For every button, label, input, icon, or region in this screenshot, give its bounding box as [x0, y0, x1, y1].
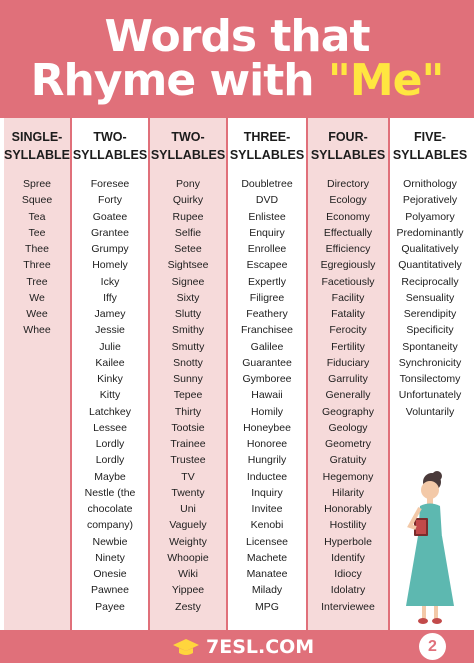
- word-item: Lordly: [95, 454, 125, 467]
- word-item: Pony: [176, 178, 200, 190]
- word-item: Spontaneity: [402, 340, 458, 353]
- word-item: Twenty: [171, 486, 205, 499]
- word-item: Gratuity: [329, 454, 367, 467]
- word-item: Ninety: [95, 551, 125, 564]
- word-item: Honoree: [246, 438, 288, 450]
- word-item: Hungrily: [247, 454, 287, 467]
- footer-bar: [0, 630, 474, 663]
- column-header-line-2: SYLLABLES: [150, 148, 226, 162]
- word-item: Manatee: [246, 568, 288, 580]
- title-line-2: [0, 56, 474, 106]
- word-item: Jessie: [95, 324, 125, 337]
- word-item: Ornithology: [403, 178, 457, 190]
- word-item: Ecology: [329, 194, 367, 207]
- word-item: Egregiously: [320, 259, 376, 272]
- word-item: Inquiry: [251, 486, 283, 499]
- word-item: Escapee: [246, 259, 288, 272]
- word-item: Homely: [92, 259, 128, 272]
- word-item: Qualitatively: [401, 243, 459, 255]
- column-header-line-1: TWO-: [171, 130, 205, 144]
- word-item: Wiki: [178, 568, 198, 580]
- word-item: Generally: [325, 389, 371, 402]
- word-item: Tootsie: [171, 421, 205, 434]
- word-item: Lordly: [95, 438, 125, 450]
- word-item: Snotty: [173, 356, 203, 369]
- word-item: Jamey: [94, 308, 126, 320]
- column-header-line-1: SINGLE-: [11, 130, 63, 144]
- word-item: Sightsee: [167, 259, 209, 272]
- word-item: Weighty: [169, 535, 207, 548]
- column-header-line-1: FOUR-: [328, 130, 368, 144]
- word-item: Squee: [21, 194, 53, 207]
- word-item: Polyamory: [405, 210, 455, 223]
- word-item: Expertly: [248, 275, 286, 288]
- column-two-syllables-b: [150, 118, 226, 630]
- word-list: [390, 176, 470, 420]
- column-header-line-2: SYLLABLES: [310, 148, 386, 162]
- word-item: Wee: [26, 308, 48, 320]
- word-item: Predominantly: [396, 226, 464, 239]
- title-line-1: Words that: [104, 11, 370, 62]
- column-header: [228, 128, 306, 164]
- column-divider: [306, 118, 308, 630]
- word-item: Idiocy: [334, 568, 362, 580]
- word-item: Hostility: [329, 519, 367, 532]
- word-item: Fiduciary: [326, 356, 370, 369]
- word-item: Zesty: [175, 600, 201, 613]
- word-item: Maybe: [94, 470, 126, 483]
- column-header: [4, 128, 70, 164]
- title-highlight-word: "Me": [327, 55, 444, 106]
- word-item: Kailee: [95, 356, 125, 369]
- word-item: Geology: [328, 421, 368, 434]
- word-item: Interviewee: [321, 600, 375, 613]
- word-item: Effectually: [323, 226, 373, 239]
- word-item: Hawaii: [251, 389, 283, 402]
- word-item: Machete: [246, 551, 288, 564]
- word-list: [228, 176, 306, 615]
- site-logo[interactable]: [172, 634, 314, 660]
- word-item: Forty: [98, 194, 122, 207]
- word-item: chocolate: [87, 503, 133, 515]
- word-item: Sunny: [173, 373, 203, 385]
- word-item: Licensee: [245, 535, 289, 548]
- word-item: Sixty: [176, 291, 200, 304]
- word-item: Latchkey: [88, 405, 132, 418]
- word-item: Fertility: [331, 340, 365, 353]
- column-divider: [148, 118, 150, 630]
- word-item: Smithy: [171, 324, 205, 337]
- word-item: Enrollee: [247, 243, 287, 255]
- word-item: Hegemony: [322, 470, 374, 483]
- column-header-line-2: SYLLABLES: [72, 148, 148, 162]
- word-item: TV: [181, 470, 195, 483]
- word-item: company): [86, 519, 134, 532]
- word-item: Filigree: [249, 291, 285, 304]
- column-header: [390, 128, 470, 164]
- column-four-syllables: [308, 118, 388, 630]
- title-line-2-prefix: Rhyme with: [30, 55, 314, 106]
- word-item: Inductee: [246, 470, 288, 483]
- word-item: Julie: [99, 340, 121, 353]
- column-divider: [226, 118, 228, 630]
- word-item: Unfortunately: [398, 389, 462, 402]
- word-item: Thee: [25, 243, 49, 255]
- column-header-line-2: SYLLABLES: [229, 148, 305, 162]
- word-item: Lessee: [93, 421, 127, 434]
- word-item: Hilarity: [331, 486, 365, 499]
- column-header-line-2: SYLLABLES: [392, 148, 468, 162]
- word-item: Efficiency: [325, 243, 371, 255]
- word-item: Setee: [174, 243, 202, 255]
- column-divider: [388, 118, 390, 630]
- word-item: Doubletree: [241, 178, 293, 190]
- word-item: Homily: [250, 405, 284, 418]
- word-item: Galilee: [250, 340, 284, 353]
- word-item: Serendipity: [403, 308, 457, 320]
- word-item: Whee: [23, 324, 51, 337]
- word-item: Tree: [26, 275, 48, 288]
- word-item: Fatality: [331, 308, 365, 320]
- word-item: Kitty: [99, 389, 121, 402]
- word-item: Pawnee: [91, 584, 129, 597]
- word-item: MPG: [255, 600, 279, 613]
- word-item: Tea: [28, 210, 46, 223]
- word-item: Thirty: [174, 405, 202, 418]
- word-item: Quantitatively: [398, 259, 462, 272]
- word-item: Feathery: [246, 308, 288, 320]
- word-item: Grantee: [91, 226, 129, 239]
- word-item: Sensuality: [405, 291, 455, 304]
- word-list: [150, 176, 226, 615]
- word-item: Hyperbole: [324, 535, 372, 548]
- word-item: Whoopie: [167, 551, 209, 564]
- word-item: Economy: [326, 210, 370, 223]
- word-item: Vaguely: [169, 519, 207, 532]
- word-item: Guarantee: [242, 356, 292, 369]
- word-item: Idolatry: [330, 584, 366, 597]
- word-item: Quirky: [172, 194, 204, 207]
- word-item: Tee: [28, 226, 46, 239]
- word-item: Iffy: [103, 291, 117, 304]
- word-item: Facility: [331, 291, 365, 304]
- word-item: Nestle (the: [84, 486, 136, 499]
- word-item: Tepee: [173, 389, 203, 402]
- column-single-syllable: [4, 118, 70, 630]
- page-number-badge: 2: [419, 633, 446, 660]
- word-item: Rupee: [172, 210, 204, 223]
- word-item: DVD: [255, 194, 279, 207]
- word-item: Ferocity: [329, 324, 367, 337]
- column-two-syllables-a: [72, 118, 148, 630]
- word-item: Foresee: [90, 178, 130, 190]
- word-item: We: [29, 291, 45, 304]
- word-item: Newbie: [92, 535, 128, 548]
- word-item: Enlistee: [248, 210, 286, 223]
- column-header-line-1: TWO-: [93, 130, 127, 144]
- word-item: Kenobi: [250, 519, 284, 532]
- word-item: Kinky: [97, 373, 123, 385]
- word-item: Gymboree: [242, 373, 292, 385]
- word-item: Honorably: [324, 503, 372, 515]
- word-item: Identify: [331, 551, 365, 564]
- word-item: Onesie: [93, 568, 127, 580]
- word-item: Honeybee: [243, 421, 291, 434]
- column-header: [72, 128, 148, 164]
- word-item: Directory: [326, 178, 369, 190]
- word-item: Goatee: [92, 210, 128, 223]
- column-header: [308, 128, 388, 164]
- word-item: Smutty: [171, 340, 205, 353]
- word-item: Trustee: [170, 454, 206, 467]
- word-item: Facetiously: [321, 275, 375, 288]
- word-item: Pejoratively: [402, 194, 458, 207]
- word-item: Geography: [322, 405, 374, 418]
- word-item: Yippee: [171, 584, 205, 597]
- header-banner: [0, 0, 474, 118]
- word-item: Reciprocally: [401, 275, 459, 288]
- word-item: Synchronicity: [398, 356, 462, 369]
- word-item: Selfie: [174, 226, 202, 239]
- word-item: Voluntarily: [405, 405, 455, 418]
- word-item: Trainee: [170, 438, 206, 450]
- column-three-syllables: [228, 118, 306, 630]
- word-item: Grumpy: [91, 243, 129, 255]
- logo-text: 7ESL.COM: [206, 636, 315, 658]
- word-item: Signee: [171, 275, 205, 288]
- word-item: Three: [23, 259, 51, 272]
- column-divider: [70, 118, 72, 630]
- word-item: Invitee: [251, 503, 283, 515]
- word-item: Specificity: [406, 324, 454, 337]
- word-item: Enquiry: [249, 226, 285, 239]
- graduation-cap-icon: [172, 637, 200, 657]
- word-list: [308, 176, 388, 615]
- column-header-line-2: SYLLABLE: [4, 148, 70, 162]
- column-header: [150, 128, 226, 164]
- word-item: Franchisee: [241, 324, 293, 337]
- word-item: Garrulity: [328, 373, 368, 385]
- word-item: Payee: [95, 600, 125, 613]
- column-header-line-1: THREE-: [243, 130, 291, 144]
- word-item: Icky: [100, 275, 120, 288]
- word-item: Geometry: [324, 438, 372, 450]
- word-list: [4, 176, 70, 339]
- word-item: Spree: [22, 178, 52, 190]
- column-header-line-1: FIVE-: [414, 130, 446, 144]
- word-item: Tonsilectomy: [399, 373, 461, 385]
- girl-reading-illustration: [392, 468, 470, 628]
- word-list: [72, 176, 148, 615]
- word-item: Milady: [251, 584, 283, 597]
- word-item: Slutty: [174, 308, 202, 320]
- word-item: Uni: [180, 503, 196, 515]
